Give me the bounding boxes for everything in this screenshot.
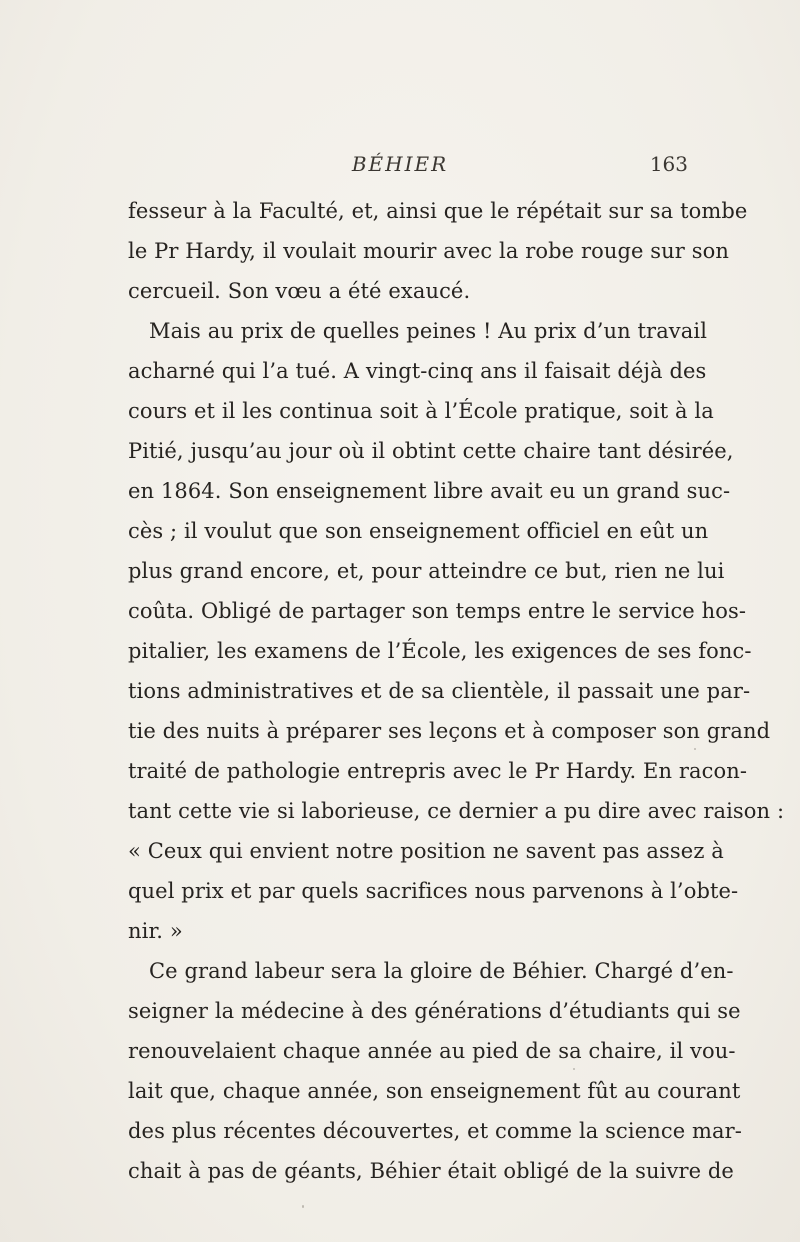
text-line: traité de pathologie entrepris avec le Pr Hardy. En racon- xyxy=(128,759,748,783)
text-line: acharné qui l’a tué. A vingt-cinq ans il faisait déjà des xyxy=(128,359,707,383)
body-text xyxy=(128,191,785,1191)
text-line: tions administratives et de sa clientèle, il passait une par- xyxy=(128,679,751,703)
running-title: BÉHIER xyxy=(351,152,449,176)
running-head xyxy=(0,152,800,180)
text-line: coûta. Obligé de partager son temps entre le service hos- xyxy=(128,599,747,623)
text-line: Pitié, jusqu’au jour où il obtint cette chaire tant désirée, xyxy=(128,439,734,463)
text-line: cours et il les continua soit à l’École pratique, soit à la xyxy=(128,399,714,423)
text-line: pitalier, les examens de l’École, les exigences de ses fonc- xyxy=(128,639,752,663)
page-number: 163 xyxy=(649,152,688,176)
text-line: chait à pas de géants, Béhier était obligé de la suivre de xyxy=(128,1159,734,1183)
text-line: des plus récentes découvertes, et comme la science mar- xyxy=(128,1119,743,1143)
text-line: renouvelaient chaque année au pied de sa chaire, il vou- xyxy=(128,1039,736,1063)
text-line: en 1864. Son enseignement libre avait eu un grand suc- xyxy=(128,479,731,503)
text-line: plus grand encore, et, pour atteindre ce but, rien ne lui xyxy=(128,559,725,583)
text-line: seigner la médecine à des générations d’étudiants qui se xyxy=(128,999,741,1023)
text-line: le Pr Hardy, il voulait mourir avec la robe rouge sur son xyxy=(128,239,729,263)
paper-speck xyxy=(694,748,696,750)
paper-speck xyxy=(573,1068,575,1070)
paper-speck xyxy=(302,1205,304,1208)
text-line: nir. » xyxy=(128,919,183,943)
text-line: Mais au prix de quelles peines ! Au prix d’un travail xyxy=(149,319,708,343)
text-line: quel prix et par quels sacrifices nous parvenons à l’obte- xyxy=(128,879,739,903)
text-line: fesseur à la Faculté, et, ainsi que le répétait sur sa tombe xyxy=(128,199,748,223)
text-line: lait que, chaque année, son enseignement fût au courant xyxy=(128,1079,741,1103)
text-line: cercueil. Son vœu a été exaucé. xyxy=(128,279,471,303)
text-line: tant cette vie si laborieuse, ce dernier a pu dire avec raison : xyxy=(128,799,785,823)
text-line: cès ; il voulut que son enseignement officiel en eût un xyxy=(128,519,709,543)
text-line: tie des nuits à préparer ses leçons et à composer son grand xyxy=(128,719,771,743)
text-line: Ce grand labeur sera la gloire de Béhier. Chargé d’en- xyxy=(149,959,734,983)
text-line: « Ceux qui envient notre position ne savent pas assez à xyxy=(128,839,724,863)
